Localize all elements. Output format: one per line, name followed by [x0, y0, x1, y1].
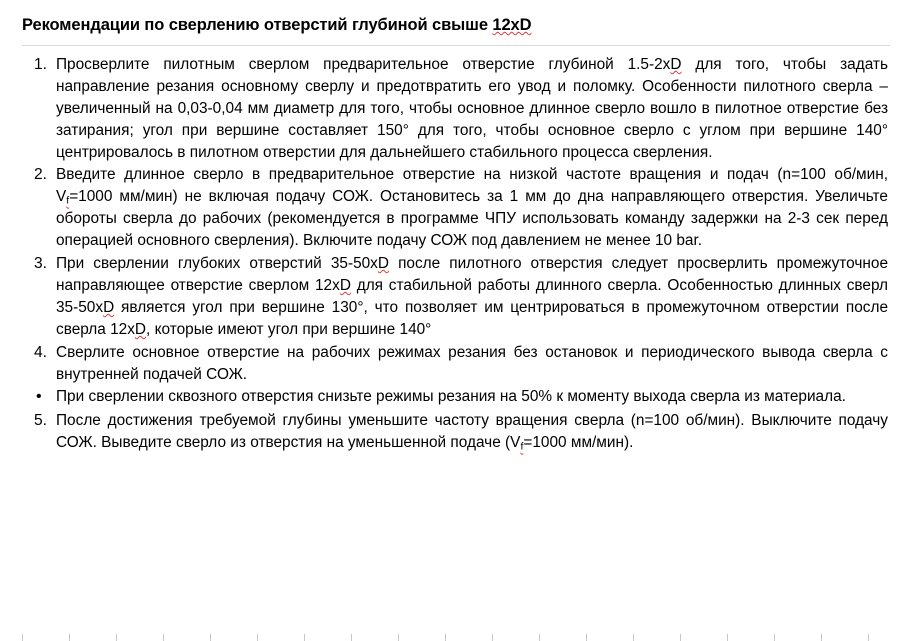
recommendation-list	[22, 54, 890, 454]
ruler-tick	[586, 634, 587, 641]
title-divider	[22, 45, 890, 46]
spellcheck-token: D	[339, 277, 351, 295]
list-item-text: При сверлении сквозного отверстия снизьте режимы резания на 50% к моменту выхода сверла из материала.	[56, 388, 846, 406]
list-number-marker: 4.	[34, 343, 48, 361]
ruler-tick	[22, 634, 23, 641]
list-bullet-marker: •	[36, 388, 42, 406]
ruler-tick	[163, 634, 164, 641]
ruler-tick	[774, 634, 775, 641]
ruler-tick	[680, 634, 681, 641]
ruler-tick	[633, 634, 634, 641]
subscript-token: f	[66, 194, 70, 207]
ruler-tick	[69, 634, 70, 641]
ruler-tick	[398, 634, 399, 641]
ruler-tick	[821, 634, 822, 641]
ruler-tick	[116, 634, 117, 641]
ruler-tick	[492, 634, 493, 641]
ruler-tick	[257, 634, 258, 641]
ruler-tick	[539, 634, 540, 641]
ruler-tick	[351, 634, 352, 641]
ruler-tick	[868, 634, 869, 641]
list-item-text: После достижения требуемой глубины уменьшите частоту вращения сверла (n=100 об/мин). Выключите подачу СОЖ. Выведите сверло из отверстия на уменьшенной подаче ($V_f=1000$ мм/мин).	[56, 412, 888, 453]
list-item	[22, 342, 890, 386]
ruler-tick	[727, 634, 728, 641]
page-title: Рекомендации по сверлению отверстий глубиной свыше 12xD	[22, 16, 532, 34]
list-item	[22, 253, 890, 341]
spellcheck-token: D	[670, 56, 682, 73]
ruler-tick	[304, 634, 305, 641]
spellcheck-token: D	[103, 298, 115, 316]
subscript-token: f	[520, 440, 524, 453]
list-item	[22, 54, 890, 163]
ruler-tick	[445, 634, 446, 641]
list-item-text: Сверлите основное отверстие на рабочих режимах резания без остановок и периодического вывода сверла с внутренней подачей СОЖ.	[56, 343, 888, 383]
spellcheck-token: D	[134, 320, 147, 338]
list-item-text: Просверлите пилотным сверлом предварительное отверстие глубиной 1.5-2xD для того, чтобы задать направление резания основному сверлу и предотвратить его увод и поломку. Особенности пилотного сверла – увеличенный на 0,03-0,04 мм диаметр для того, чтобы основное длинное сверло вошло в пилотное отверстие без затирания; угол при вершине составляет 150° для того, чтобы основное сверло с углом при вершине 140° центрировалось в пилотном отверстии для дальнейшего стабильного процесса сверления.	[56, 56, 888, 161]
list-item	[22, 164, 890, 252]
spellcheck-token: 12xD	[492, 16, 532, 34]
list-number-marker: 3.	[34, 255, 48, 273]
ruler-tick	[210, 634, 211, 641]
list-item-text: При сверлении глубоких отверстий 35-50xD после пилотного отверстия следует просверлить промежуточное направляющее отверстие сверлом 12xD для стабильной работы длинного сверла. Особенностью длинных сверл 35-50xD является угол при вершине 130°, что позволяет им центрироваться в промежуточном отверстии после сверла 12xD, которые имеют угол при вершине 140°	[56, 255, 889, 338]
list-number-marker: 2.	[34, 166, 48, 184]
list-item	[22, 386, 890, 409]
list-item	[22, 410, 890, 454]
list-number-marker: 1.	[34, 56, 48, 73]
spellcheck-token: D	[377, 255, 390, 273]
list-number-marker: 5.	[34, 412, 48, 430]
ruler-ticks	[0, 627, 912, 641]
list-item-text: Введите длинное сверло в предварительное отверстие на низкой частоте вращения и подач (n=100 об/мин, $V_f=1000$ мм/мин) не включая подачу СОЖ. Остановитесь за 1 мм до дна направляющего отверстия. Увеличьте обороты сверла до рабочих (рекомендуется в программе ЧПУ использовать команду задержки на 2-3 сек перед операцией основного сверления). Включите подачу СОЖ под давлением не менее 10 bar.	[56, 166, 888, 250]
